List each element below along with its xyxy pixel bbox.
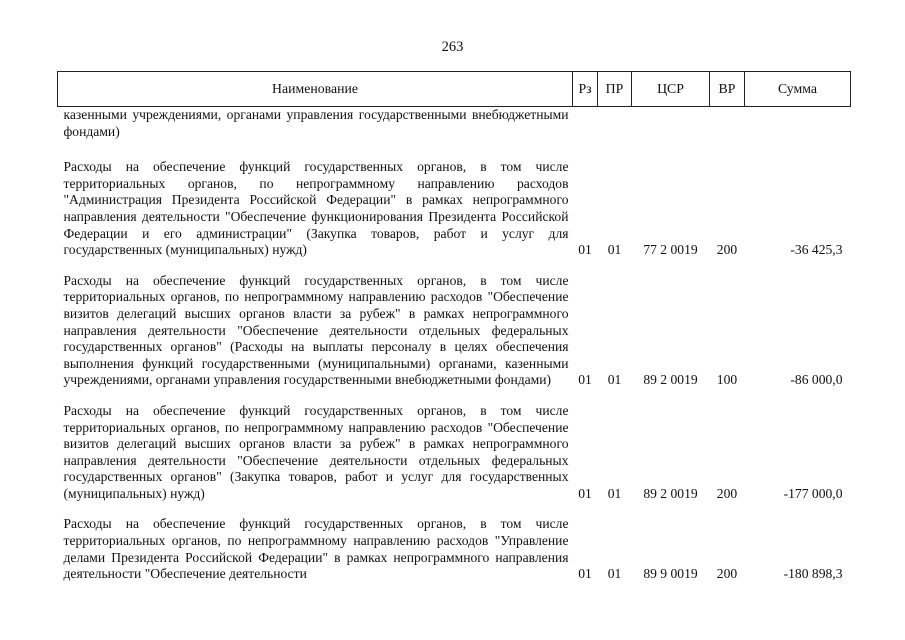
row-name: Расходы на обеспечение функций государственных органов, в том числе территориальных органов, по непрограммному направлению расходов "Администрация Президента Российской Федерации" в рамках непрограммного направления деятельности "Обеспечение функционирования Президента Российской Федерации и его администрации" (Закупка товаров, работ и услуг для государственных (муниципальных) нужд) [63, 159, 569, 258]
row-csr [632, 107, 710, 141]
row-name: Расходы на обеспечение функций государственных органов, в том числе территориальных органов, по непрограммному направлению расходов "Обеспечение визитов делегаций высших органов власти за рубеж" в рамках непрограммного направления деятельности "Обеспечение деятельности отдельных федеральных государственных органов" (Закупка товаров, работ и услуг для государственных (муниципальных) нужд) [63, 402, 569, 501]
row-rz: 01 [578, 485, 592, 501]
row-csr: 89 2 0019 [643, 372, 698, 388]
table-header-row [58, 72, 851, 107]
page-number: 263 [441, 39, 464, 55]
row-sum: -86 000,0 [790, 372, 843, 388]
row-vr [710, 107, 745, 141]
table-row [58, 403, 851, 503]
row-csr: 89 2 0019 [643, 485, 698, 501]
row-pr: 01 [607, 372, 622, 388]
row-csr: 77 2 0019 [643, 242, 698, 258]
row-sum: -180 898,3 [783, 566, 843, 582]
header-sum: Сумма [745, 72, 851, 107]
budget-table [57, 71, 851, 583]
row-vr: 200 [716, 242, 738, 258]
row-pr: 01 [607, 485, 622, 501]
header-csr: ЦСР [632, 72, 710, 107]
header-name: Наименование [58, 72, 573, 107]
row-spacer [58, 259, 851, 273]
table-row [58, 273, 851, 389]
header-pr: ПР [598, 72, 632, 107]
row-name: Расходы на обеспечение функций государственных органов, в том числе территориальных органов, по непрограммному направлению расходов "Обеспечение визитов делегаций высших органов власти за рубеж" в рамках непрограммного направления деятельности "Обеспечение деятельности отдельных федеральных государственных органов" (Расходы на выплаты персоналу в целях обеспечения выполнения функций государственными (муниципальными) органами, казенными учреждениями, органами управления государственными внебюджетными фондами) [63, 272, 569, 388]
row-rz: 01 [578, 566, 592, 582]
row-name: Расходы на обеспечение функций государственных органов, в том числе территориальных органов, по непрограммному направлению расходов "Управление делами Президента Российской Федерации" в рамках непрограммного направления деятельности "Обеспечение деятельности [63, 516, 569, 582]
row-sum: -177 000,0 [783, 485, 843, 501]
header-vr: ВР [710, 72, 745, 107]
row-spacer [58, 140, 851, 159]
row-vr: 200 [716, 485, 738, 501]
row-sum: -36 425,3 [790, 242, 843, 258]
row-pr [598, 107, 632, 141]
table-row [58, 159, 851, 259]
table-row [58, 516, 851, 582]
row-name: казенными учреждениями, органами управления государственными внебюджетными фондами) [63, 107, 569, 139]
row-pr: 01 [607, 242, 622, 258]
row-csr: 89 9 0019 [643, 566, 698, 582]
row-pr: 01 [607, 566, 622, 582]
row-rz: 01 [578, 242, 592, 258]
row-spacer [58, 502, 851, 516]
row-vr: 200 [716, 566, 738, 582]
header-rz: Рз [573, 72, 598, 107]
row-rz [573, 107, 598, 141]
row-sum [745, 107, 851, 141]
row-rz: 01 [578, 372, 592, 388]
row-spacer [58, 389, 851, 403]
table-row [58, 107, 851, 141]
row-vr: 100 [716, 372, 738, 388]
